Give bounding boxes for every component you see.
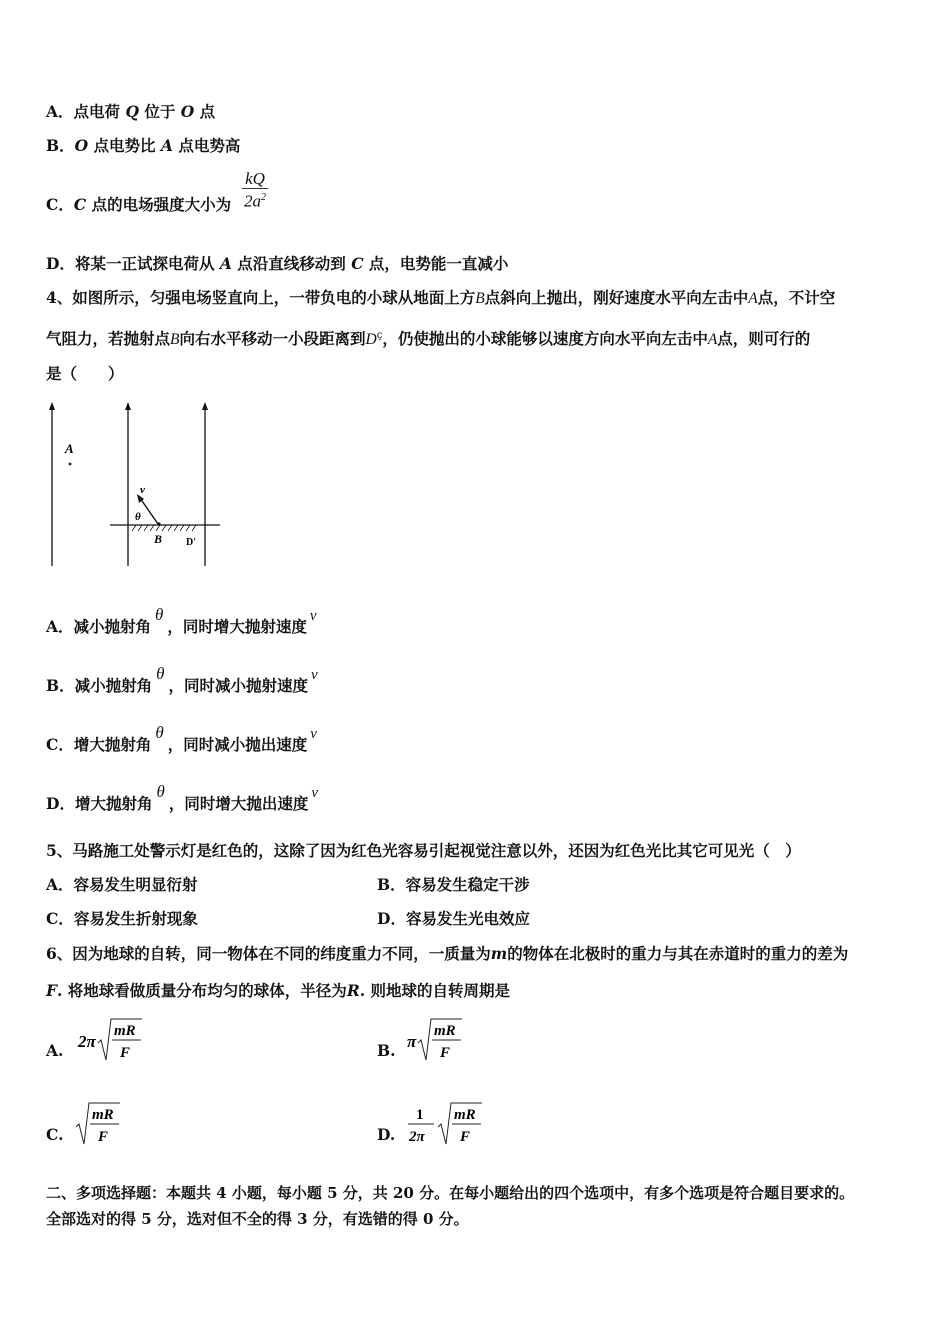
q5-option-d: D．容易发生光电效应 <box>377 909 530 928</box>
velocity-vector <box>140 498 158 524</box>
symbol-f: F <box>46 981 58 1000</box>
symbol-c: C <box>73 195 87 214</box>
fraction-numerator: mR <box>92 1107 114 1123</box>
point-a <box>69 463 72 466</box>
fraction-numerator: mR <box>454 1107 476 1123</box>
option-text: 增大抛射角 <box>74 794 153 813</box>
option-label: A． <box>46 102 74 121</box>
stem-text: . 则地球的自转周期是 <box>359 981 510 1000</box>
option-text: 增大抛射角 <box>73 735 152 754</box>
q4-option-d <box>46 782 319 815</box>
symbol-theta: θ <box>155 605 164 624</box>
symbol-theta: θ <box>156 664 165 683</box>
option-text: 点，电势能一直减小 <box>363 254 509 273</box>
q6-option-a-label: A. <box>46 1041 64 1060</box>
symbol-v: v <box>309 608 317 624</box>
label-d-prime: D' <box>186 537 196 548</box>
q6-option-b-label: B. <box>377 1041 396 1060</box>
q6-stem-line2 <box>46 981 510 1001</box>
option-label: A． <box>46 617 74 636</box>
symbol-v: v <box>310 726 317 742</box>
fraction-numerator: mR <box>434 1023 456 1039</box>
q4-stem-line1 <box>46 288 835 309</box>
stem-text: 点，不计空 <box>757 288 836 307</box>
option-text: 点电荷 <box>73 102 126 121</box>
label-b: B <box>154 532 163 546</box>
option-text: 将某一正试探电荷从 <box>74 254 220 273</box>
symbol-o: O <box>180 102 195 121</box>
fraction-denominator: F <box>98 1129 109 1145</box>
q4-figure <box>38 398 238 578</box>
fraction-denominator: F <box>460 1129 471 1145</box>
q6-option-c-formula <box>72 1100 142 1150</box>
option-text: 点的电场强度大小为 <box>86 195 232 214</box>
q4-stem-line2 <box>46 326 810 350</box>
option-text: 位于 <box>138 102 181 121</box>
exponent: 2 <box>261 192 266 203</box>
coefficient-numerator: 1 <box>416 1107 424 1123</box>
symbol-a: A <box>748 290 758 307</box>
q3-option-c <box>46 195 231 215</box>
q6-option-c-label: C. <box>46 1125 64 1144</box>
label-theta: θ <box>135 511 141 523</box>
symbol-a: A <box>707 331 718 349</box>
option-text: ，同时减小抛出速度 <box>167 735 308 754</box>
q5-option-a: A．容易发生明显衍射 <box>46 875 198 894</box>
stem-text: 的物体在北极时的重力与其在赤道时的重力的差为 <box>507 944 849 963</box>
symbol-q: Q <box>125 102 139 121</box>
q5-stem <box>46 841 801 861</box>
option-label: B． <box>46 136 75 155</box>
stem-text: 气阻力，若抛射点 <box>46 329 171 349</box>
symbol-a: A <box>160 136 173 155</box>
stem-text: 6、因为地球的自转，同一物体在不同的纬度重力不同，一质量为 <box>46 944 491 963</box>
stem-text: 4、如图所示，匀强电场竖直向上，一带负电的小球从地面上方 <box>46 288 476 307</box>
fraction-kq-2a2 <box>242 170 268 211</box>
symbol-b: B <box>475 290 485 307</box>
point-b <box>157 522 160 525</box>
symbol-v: v <box>311 785 319 801</box>
option-label: B． <box>46 676 75 695</box>
q6-option-b-formula <box>404 1016 494 1066</box>
option-text: ，同时增大抛出速度 <box>168 794 309 813</box>
q3-option-d <box>46 254 508 274</box>
option-text: 点电势高 <box>172 136 241 155</box>
stem-text: 点，则可行的 <box>717 329 811 349</box>
symbol-r: R <box>346 981 360 1000</box>
stem-text: 点斜向上抛出，刚好速度水平向左击中 <box>484 288 749 307</box>
q6-option-d-formula <box>404 1100 504 1150</box>
symbol-theta: θ <box>155 723 164 742</box>
fraction-numerator: mR <box>114 1023 136 1039</box>
arrow-up-icon <box>49 402 55 410</box>
option-text: 点 <box>194 102 216 121</box>
fraction-denominator: F <box>440 1045 451 1061</box>
option-text: 点电势比 <box>88 136 161 155</box>
option-label: D． <box>46 254 75 273</box>
q3-option-a <box>46 102 215 122</box>
fraction-denominator: 2a <box>244 191 261 211</box>
q6-option-a-formula <box>74 1016 164 1066</box>
stem-text: . 将地球看做质量分布均匀的球体，半径为 <box>57 981 347 1000</box>
symbol-a: A <box>219 254 232 273</box>
option-text: ，同时增大抛射速度 <box>167 617 307 636</box>
section2-heading-line2: 全部选对的得 5 分，选对但不全的得 3 分，有选错的得 0 分。 <box>46 1210 469 1228</box>
q5-option-c: C．容易发生折射现象 <box>46 909 198 928</box>
option-label: C． <box>46 195 74 214</box>
q6-stem-line1 <box>46 944 848 964</box>
option-text: 减小抛射角 <box>73 617 152 636</box>
q5-option-b: B．容易发生稳定干涉 <box>377 875 530 894</box>
stem-text: 是（ ） <box>46 364 124 383</box>
symbol-o: O <box>74 136 89 155</box>
section2-heading-line1: 二、多项选择题：本题共 4 小题，每小题 5 分，共 20 分。在每小题给出的四个选项中，有多个选项是符合题目要求的。 <box>46 1184 855 1202</box>
option-label: D． <box>46 794 75 813</box>
option-label: C． <box>46 735 74 754</box>
symbol-prime: ç <box>376 330 383 341</box>
coefficient: π <box>407 1032 417 1051</box>
option-text: 点沿直线移动到 <box>231 254 352 273</box>
q3-option-b <box>46 136 240 156</box>
coefficient-denominator: 2π <box>409 1129 425 1145</box>
q4-stem-line3 <box>46 364 124 384</box>
option-text: ，同时减小抛射速度 <box>168 676 308 695</box>
arrow-up-icon <box>125 402 131 410</box>
symbol-theta: θ <box>156 782 165 801</box>
stem-text: 5、马路施工处警示灯是红色的，这除了因为红色光容易引起视觉注意以外，还因为红色光比其它可见光（ ） <box>46 841 801 860</box>
symbol-m: m <box>490 944 508 963</box>
fraction-numerator: kQ <box>242 170 268 189</box>
symbol-d: D <box>365 331 377 349</box>
ground-hatching <box>132 525 196 531</box>
q6-option-d-label: D. <box>377 1125 396 1144</box>
symbol-c: C <box>351 254 364 273</box>
stem-text: ，仍使抛出的小球能够以速度方向水平向左击中 <box>382 329 708 349</box>
q4-option-c <box>46 723 317 756</box>
label-a: A <box>65 441 74 456</box>
fraction-denominator: F <box>120 1045 131 1061</box>
stem-text: 向右水平移动一小段距离到 <box>179 329 366 349</box>
label-v: v <box>140 484 145 496</box>
symbol-v: v <box>311 667 318 683</box>
arrow-up-icon <box>202 402 208 410</box>
coefficient: 2π <box>78 1032 96 1051</box>
symbol-b: B <box>170 331 180 349</box>
q4-option-b <box>46 664 318 697</box>
q4-option-a <box>46 605 317 638</box>
option-text: 减小抛射角 <box>74 676 153 695</box>
